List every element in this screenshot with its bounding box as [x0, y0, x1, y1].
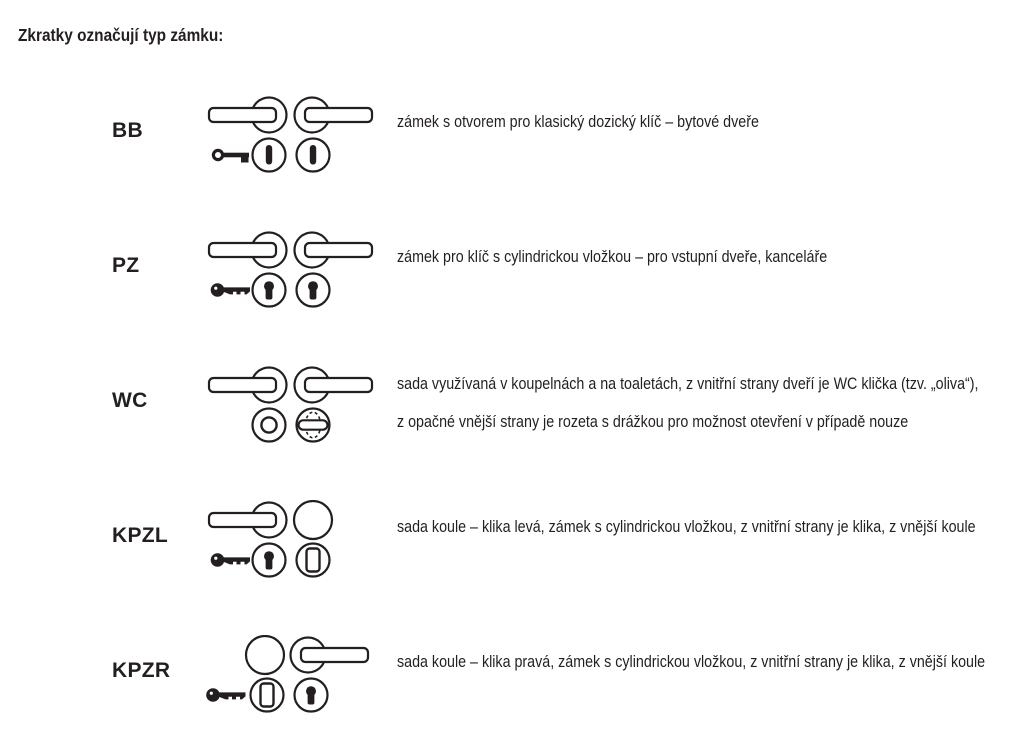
lock-description	[397, 643, 1011, 681]
knob-icon	[246, 636, 284, 674]
lever-handle-left-icon	[209, 503, 287, 538]
pz-lockset-icon	[205, 230, 380, 315]
kpzl-lockset-icon	[205, 500, 380, 585]
cylinder-rosette-icon	[251, 679, 284, 712]
cylinder-key-icon	[211, 553, 250, 567]
lock-type-row-bb	[0, 95, 1011, 180]
cylinder-key-icon	[206, 688, 245, 702]
lock-type-row-kpzr	[0, 635, 1011, 720]
lock-code-label: KPZL	[112, 524, 169, 547]
lock-code-label: WC	[112, 389, 148, 412]
pz-keyhole-rosette-icon	[295, 679, 328, 712]
lever-handle-left-icon	[209, 98, 287, 133]
description-line: zámek pro klíč s cylindrickou vložkou – pro vstupní dveře, kanceláře	[397, 247, 828, 266]
description-line: sada využívaná v koupelnách a na toaletách, z vnitřní strany dveří je WC klička (tzv. „oliva“),	[397, 374, 979, 393]
lock-code-label: PZ	[112, 254, 140, 277]
groove-rosette-icon	[253, 409, 286, 442]
knob-icon	[294, 501, 332, 539]
pz-keyhole-rosette-icon	[253, 544, 286, 577]
pz-keyhole-rosette-icon	[253, 274, 286, 307]
bb-lockset-icon	[205, 95, 380, 180]
lock-description	[397, 508, 1011, 546]
description-line: sada koule – klika levá, zámek s cylindrickou vložkou, z vnitřní strany je klika, z vnější koule	[397, 517, 976, 536]
cylinder-rosette-icon	[297, 544, 330, 577]
pz-keyhole-rosette-icon	[297, 274, 330, 307]
lock-type-row-pz	[0, 230, 1011, 315]
description-line: zámek s otvorem pro klasický dozický klíč – bytové dveře	[397, 112, 759, 131]
oliva-rosette-icon	[297, 409, 330, 442]
lever-handle-left-icon	[209, 368, 287, 403]
lever-handle-right-icon	[295, 98, 373, 133]
lock-code-label: KPZR	[112, 659, 171, 682]
lock-description	[397, 238, 909, 276]
wc-lockset-icon	[205, 365, 380, 450]
lever-handle-left-icon	[209, 233, 287, 268]
page-title: Zkratky označují typ zámku:	[18, 25, 224, 45]
lock-description	[397, 103, 828, 141]
kpzr-lockset-icon	[205, 635, 380, 720]
bit-key-icon	[213, 150, 249, 162]
description-line: z opačné vnější strany je rozeta s drážkou pro možnost otevření v případě nouze	[397, 412, 909, 431]
lock-description	[397, 365, 1011, 441]
bb-keyhole-rosette-icon	[253, 139, 286, 172]
lever-handle-right-icon	[295, 233, 373, 268]
lock-type-row-kpzl	[0, 500, 1011, 585]
cylinder-key-icon	[211, 283, 250, 297]
description-line: sada koule – klika pravá, zámek s cylindrickou vložkou, z vnitřní strany je klika, z vnější koule	[397, 652, 986, 671]
lock-type-row-wc	[0, 365, 1011, 450]
lock-code-label: BB	[112, 119, 143, 142]
bb-keyhole-rosette-icon	[297, 139, 330, 172]
lever-handle-right-icon	[291, 638, 369, 673]
lever-handle-right-icon	[295, 368, 373, 403]
